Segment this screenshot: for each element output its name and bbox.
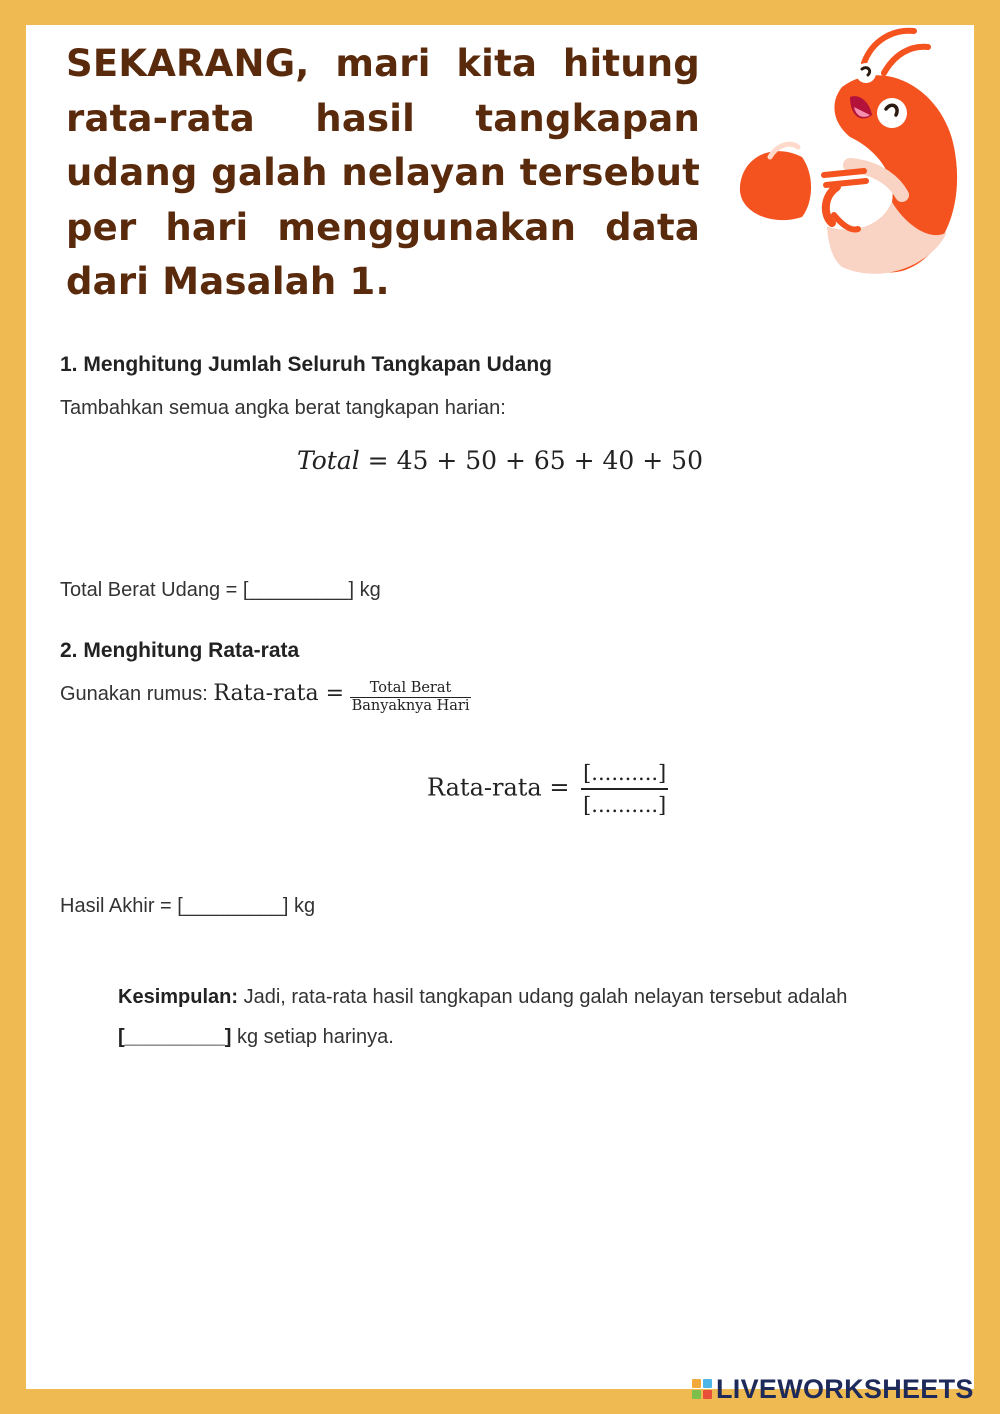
formula-denominator: Banyaknya Hari (351, 698, 470, 714)
final-answer-line: Hasil Akhir = [_________] kg (60, 895, 316, 917)
shrimp-illustration (732, 27, 972, 287)
average-numerator-blank: [..........] (581, 758, 668, 790)
average-denominator-blank: [..........] (583, 793, 667, 817)
conclusion-text: Jadi, rata-rata hasil tangkapan udang galah nelayan tersebut adalah (238, 986, 848, 1008)
worksheet-page (26, 25, 974, 1389)
watermark-text: LIVEWORKSHEETS (716, 1374, 974, 1404)
formula-lhs: Rata-rata = (213, 681, 345, 706)
average-equation (427, 758, 668, 820)
average-fraction (581, 758, 668, 820)
conclusion (118, 977, 978, 1057)
formula-fraction (350, 680, 472, 715)
liveworksheets-watermark (692, 1374, 974, 1404)
page-heading: SEKARANG, mari kita hitung rata-rata hasil tangkapan udang galah nelayan tersebut per hari menggunakan data dari Masalah 1. (66, 42, 700, 303)
total-answer-line: Total Berat Udang = [_________] kg (60, 579, 381, 601)
total-equation-rhs: = 45 + 50 + 65 + 40 + 50 (367, 446, 703, 475)
total-equation-lhs: Total (296, 446, 360, 475)
section2-title: 2. Menghitung Rata-rata (60, 639, 300, 662)
conclusion-blank: [_________] (118, 1026, 232, 1048)
conclusion-suffix: kg setiap harinya. (231, 1026, 394, 1048)
total-equation (0, 446, 1000, 475)
shrimp-tail (740, 144, 811, 220)
average-equation-lhs: Rata-rata = (427, 773, 570, 802)
section1-title: 1. Menghitung Jumlah Seluruh Tangkapan Udang (60, 353, 552, 376)
liveworksheets-logo-icon (692, 1379, 712, 1399)
formula-line (60, 680, 471, 715)
formula-prefix: Gunakan rumus: (60, 683, 208, 705)
formula-numerator: Total Berat (350, 680, 472, 698)
section1-instruction: Tambahkan semua angka berat tangkapan harian: (60, 397, 506, 419)
conclusion-label: Kesimpulan: (118, 986, 239, 1008)
